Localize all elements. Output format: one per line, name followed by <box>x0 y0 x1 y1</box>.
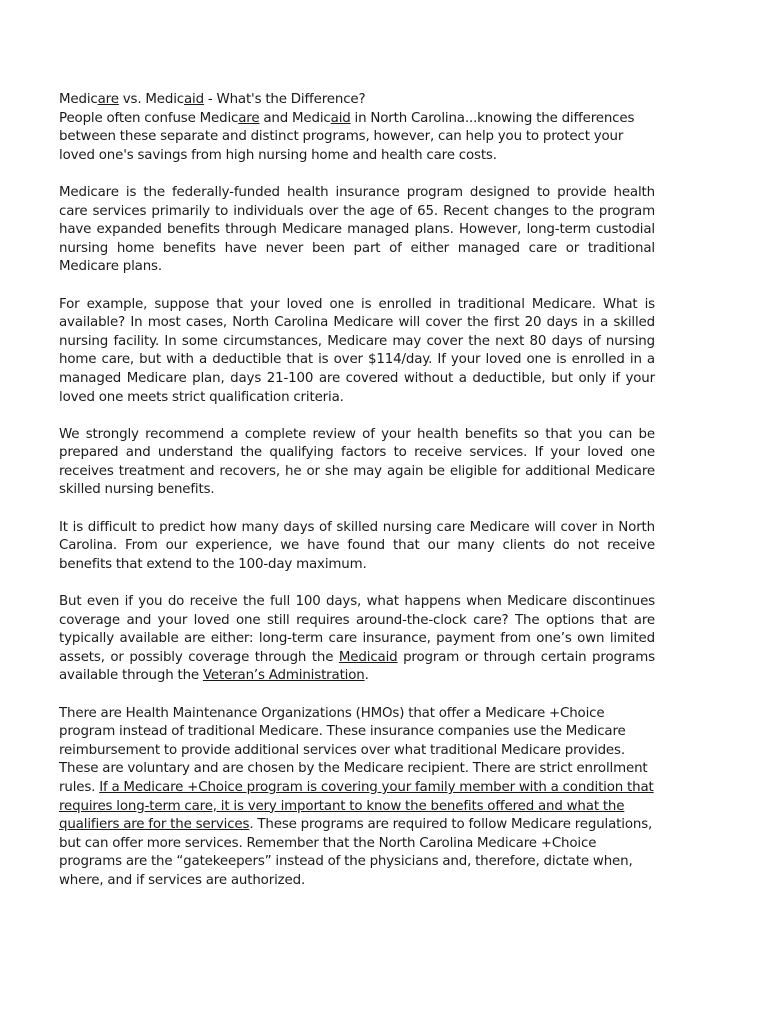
recommendation-paragraph: We strongly recommend a complete review of your health benefits so that you can be prepared and understand the qualifying factors to receive services. If your loved one receives treatment and recovers, he or she may again be eligible for additional Medicare skilled nursing benefits. <box>59 426 655 498</box>
intro-paragraph <box>59 110 655 166</box>
medicare-choice-emphasis: If a Medicare +Choice program is covering your family member with a condition that requires long-term care, it is very important to know the benefits offered and what the qualifiers are for the services <box>59 779 654 833</box>
paragraph-text: . These programs are required to follow Medicare regulations, but can offer more services. Remember that the North Carolina Medicare +Choice programs are the “gatekeepers” instead of the physicians and, therefore, dictate when, where, and if services are authorized. <box>59 817 653 888</box>
intro-text: People often confuse Medic <box>59 110 239 126</box>
paragraph-text: . <box>364 668 369 684</box>
intro-text: in North Carolina...knowing the differences between these separate and distinct programs, however, can help you to protect your loved one's savings from high nursing home and health care costs. <box>59 110 635 163</box>
intro-underlined-are: are <box>238 110 260 126</box>
title-text: Medic <box>59 92 98 107</box>
prediction-paragraph: It is difficult to predict how many days of skilled nursing care Medicare will cover in North Carolina. From our experience, we have found that our many clients do not receive benefits that extend to the 100-day maximum. <box>59 519 655 572</box>
title-text: vs. Medic <box>118 92 184 107</box>
paragraph-text: program or through certain programs available through the <box>59 649 655 684</box>
title-underlined-are: are <box>97 92 119 107</box>
intro-underlined-aid: aid <box>330 110 351 126</box>
example-paragraph: For example, suppose that your loved one is enrolled in traditional Medicare. What is available? In most cases, North Carolina Medicare will cover the first 20 days in a skilled nursing facility. In some circumstances, Medicare may cover the next 80 days of nursing home care, but with a deductible that is over $114/day. If your loved one is enrolled in a managed Medicare plan, days 21-100 are covered without a deductible, but only if your loved one meets strict qualification criteria. <box>59 296 655 405</box>
title-text: - What's the Difference? <box>203 92 366 107</box>
paragraph-text: There are Health Maintenance Organizations (HMOs) that offer a Medicare +Choice program instead of traditional Medicare. These insurance companies use the Medicare reimbursement to provide additional services over what traditional Medicare provides. These are voluntary and are chosen by the Medicare recipient. There are strict enrollment rules. <box>59 705 648 795</box>
full-100-days-paragraph <box>59 593 655 686</box>
paragraph-text: But even if you do receive the full 100 days, what happens when Medicare discontinues coverage and your loved one still requires around-the-clock care? The options that are typically available are either: long-term care insurance, payment from one’s own limited assets, or possibly coverage through the <box>59 594 655 665</box>
intro-text: and Medic <box>259 110 331 126</box>
document-page <box>59 91 655 909</box>
document-title <box>59 91 655 110</box>
medicaid-link[interactable]: Medicaid <box>338 649 398 665</box>
title-underlined-aid: aid <box>184 92 204 107</box>
intro-section <box>59 91 655 165</box>
medicare-definition-paragraph: Medicare is the federally-funded health insurance program designed to provide health care services primarily to individuals over the age of 65. Recent changes to the program have expanded benefits through Medicare managed plans. However, long-term custodial nursing home benefits have never been part of either managed care or traditional Medicare plans. <box>59 184 655 275</box>
veterans-administration-link[interactable]: Veteran’s Administration <box>202 668 365 684</box>
hmo-paragraph <box>59 705 655 891</box>
